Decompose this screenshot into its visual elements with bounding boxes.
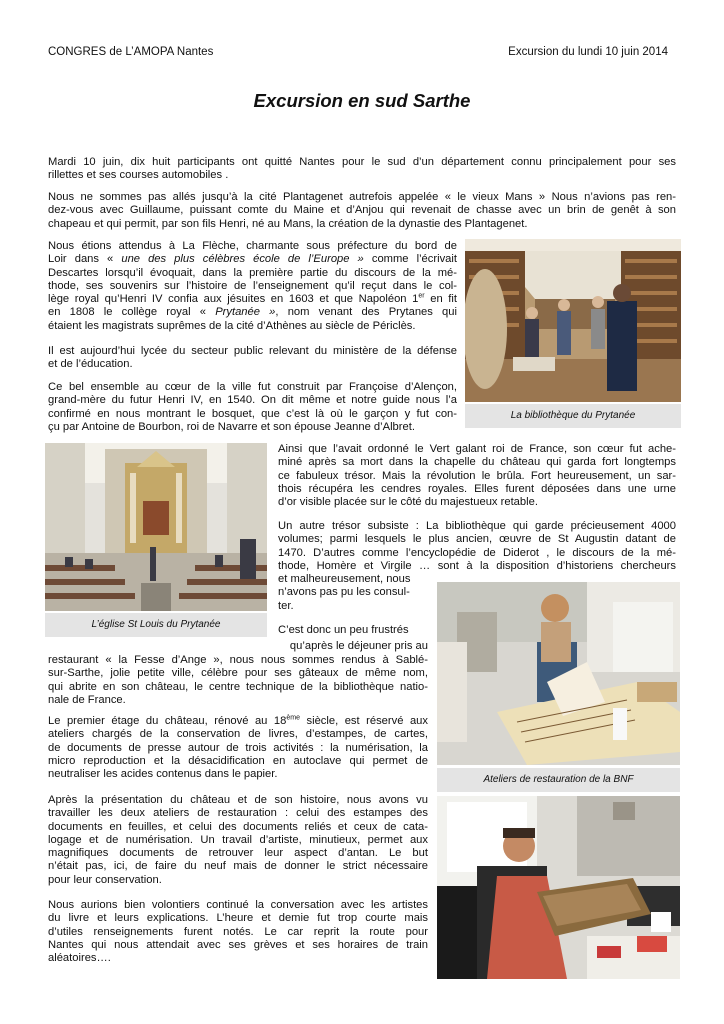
paragraph-3: Nous étions attendus à La Flèche, charmante sous préfecture du bord de Loir dans « une des plus célèbres école de l’Europe » comme l’écrivait Descartes lorsqu’il évoquait, dans la première partie du discours de la mé- thode, ses souvenirs sur l’histoire de l’enseignement qu’il reçut dans le col- lège royal qu’Henri IV confia aux jésuites en 1603 et que Napoléon 1er en fit en 1808 le collège royal « Prytanée », nom venant des Prytanes qui étaient les magistrats suprêmes de la cité d’Athènes au siècle de Périclès. [48,240,457,332]
library-caption: La bibliothèque du Prytanée [465,404,681,428]
paragraph-9: Le premier étage du château, rénové au 18ème siècle, est réservé aux ateliers chargés de la conservation de livres, d’estampes, de cartes, de documents de presse autour de trois activités : la numérisation, la micro reproduction et la désacidification en autoclave qui permet de neutraliser les acides contenus dans le papier. [48,714,428,781]
running-header-right: Excursion du lundi 10 juin 2014 [508,46,668,58]
paragraph-10: Après la présentation du château et de son histoire, nous avons vu travailler les deux ateliers de restauration : celui des estampes des documents en feuilles, et celui des documents reliés et ceux de cata- logage et de numérisation. Un travail d’artiste, minutieux, permet aux magnifiques documents de retrouver leur aspect d’antan. Le but n’était pas, ici, de faire du neuf mais de donner le strict nécessaire pour leur conservation. [48,794,428,886]
church-photo [45,443,267,611]
bnf-caption: Ateliers de restauration de la BNF [437,768,680,792]
paragraph-8-line2: qu’après le déjeuner pris au [289,640,428,652]
library-photo [465,239,681,402]
paragraph-6: Ainsi que l’avait ordonné le Vert galant roi de France, son cœur fut ache- miné après sa mort dans la chapelle du château qui garda fort longtemps ce fabuleux trésor. Mais la révolution le brûla. Fort heureusement, un sar- thois récupéra les cendres royales. Elles furent déposées dans une urne d’or visible placée sur le côté du majestueux retable. [278,443,676,509]
paragraph-5: Ce bel ensemble au cœur de la ville fut construit par Françoise d’Alençon, grand-mère du futur Henri IV, en 1540. On dit même et notre guide nous l’a confirmé en nous montrant le bosquet, que c’est là où le garçon y fut con- çu par Antoine de Bourbon, roi de Navarre et son épouse Jeanne d’Albret. [48,381,457,433]
bnf-workshop-photo [437,582,680,765]
church-caption: L’église St Louis du Prytanée [45,613,267,637]
article-title: Excursion en sud Sarthe [253,90,471,111]
paragraph-11: Nous aurions bien volontiers continué la conversation avec les artistes du livre et leurs explications. L’heure et demie fut trop courte mais d’utiles renseignements furent notés. Le car reprit la route pour Nantes qui nous attendait avec ses grèves et ses horaires de train aléatoires…. [48,899,428,965]
paragraph-7: Un autre trésor subsiste : La bibliothèque qui garde précieusement 4000 volumes; parmi lesquels le plus ancien, œuvre de St Augustin datant de 1470. D’autres comme l’encyclopédie de Diderot , le discours de la mé- thode, Homère et Virgile … sont à la disposition d’historiens chercheurs et malheureusement, nous n’avons pas pu les consul- ter. [278,520,676,612]
restorer-photo [437,796,680,979]
paragraph-8: restaurant « la Fesse d’Ange », nous nous sommes rendus à Sablé- sur-Sarthe, jolie petite ville, célèbre pour ses gâteaux de même nom, qui abrite en son château, le centre technique de la bibliothèque natio- nale de France. [48,654,428,706]
running-header-left: CONGRES de L’AMOPA Nantes [48,46,214,58]
paragraph-8-start: C’est donc un peu frustrés [278,624,409,636]
paragraph-2: Nous ne sommes pas allés jusqu’à la cité Plantagenet autrefois appelée « le vieux Mans » Nous n’avions pas ren- dez-vous avec Guillaume, puissant comte du Maine et d’Anjou qui revenait de chasse avec un brin de genêt à son chapeau et qui permit, par son fils Henri, né au Mans, la création de la dynastie des Plantagenet. [48,191,676,230]
paragraph-4: Il est aujourd’hui lycée du secteur public relevant du ministère de la défense et de l’éducation. [48,345,457,371]
paragraph-1: Mardi 10 juin, dix huit participants ont quitté Nantes pour le sud d’un département connu principalement pour ses rillettes et ses courses automobiles . [48,156,676,182]
